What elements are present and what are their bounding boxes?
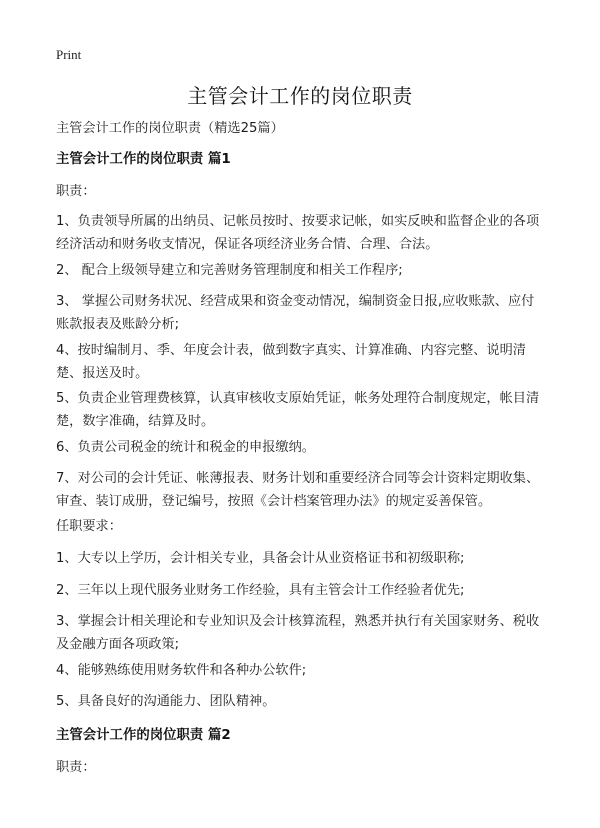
section-heading-1: 主管会计工作的岗位职责 篇1 [56, 152, 231, 167]
duty-item-7: 7、对公司的会计凭证、帐薄报表、财务计划和重要经济合同等会计资料定期收集、审查、装订成册，登记编号，按照《会计档案管理办法》的规定妥善保管。 [56, 471, 540, 509]
intro-line: 主管会计工作的岗位职责（精选25篇） [56, 121, 284, 136]
duty-item-5: 5、负责企业管理费核算，认真审核收支原始凭证，帐务处理符合制度规定，帐目清楚，数字准确，结算及时。 [56, 391, 540, 429]
duty-item-1: 1、负责领导所属的出纳员、记帐员按时、按要求记帐，如实反映和监督企业的各项经济活动和财务收支情况，保证各项经济业务合情、合理、合法。 [56, 214, 540, 252]
requirement-item-3: 3、掌握会计相关理论和专业知识及会计核算流程，熟悉并执行有关国家财务、税收及金融方面各项政策; [56, 614, 540, 652]
print-label: Print [56, 47, 82, 62]
section-heading-2: 主管会计工作的岗位职责 篇2 [56, 728, 231, 743]
document-title: 主管会计工作的岗位职责 [187, 84, 413, 108]
requirement-item-4: 4、能够熟练使用财务软件和各种办公软件; [56, 663, 307, 678]
duty-item-4: 4、按时编制月、季、年度会计表，做到数字真实、计算准确、内容完整、说明清楚、报送及时。 [56, 343, 526, 381]
duties-label-2: 职责： [56, 760, 96, 775]
duty-item-2: 2、 配合上级领导建立和完善财务管理制度和相关工作程序; [56, 263, 403, 278]
requirements-label: 任职要求： [56, 519, 122, 534]
duties-label: 职责： [56, 184, 96, 199]
requirement-item-2: 2、三年以上现代服务业财务工作经验，具有主管会计工作经验者优先; [56, 583, 465, 598]
requirement-item-5: 5、具备良好的沟通能力、团队精神。 [56, 694, 276, 709]
duty-item-6: 6、负责公司税金的统计和税金的申报缴纳。 [56, 440, 315, 455]
duty-item-3: 3、 掌握公司财务状况、经营成果和资金变动情况，编制资金日报,应收账款、应付账款报表及账龄分析; [56, 294, 535, 332]
requirement-item-1: 1、大专以上学历，会计相关专业，具备会计从业资格证书和初级职称; [56, 551, 465, 566]
